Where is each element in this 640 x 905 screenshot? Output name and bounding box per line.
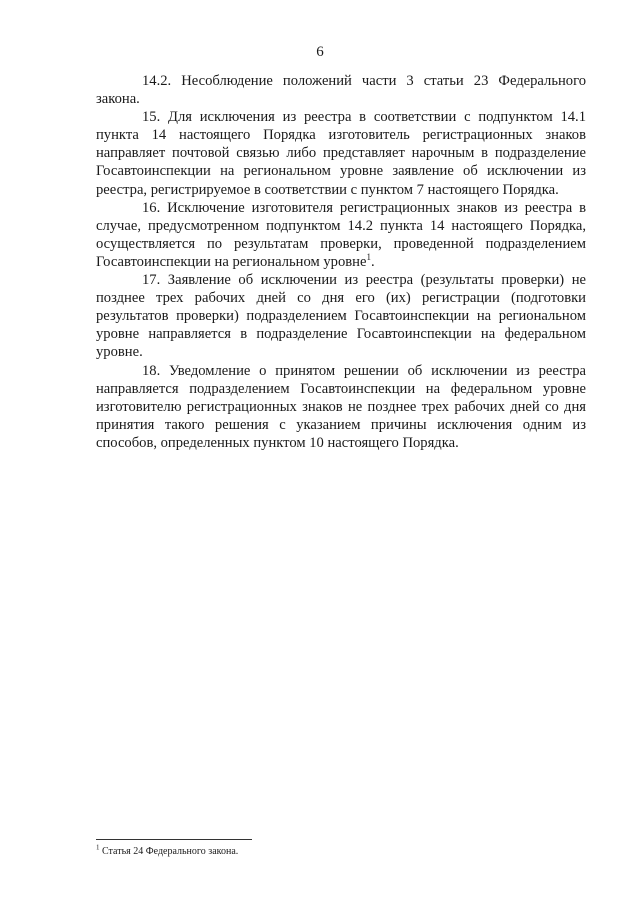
paragraph-18: 18. Уведомление о принятом решении об исключении из реестра направляется подразделением Госавтоинспекции на федеральном уровне изготовителю регистрационных знаков не позднее трех рабочих дней со дня принятия такого решения с указанием причины исключения одним из способов, определенных пунктом 10 настоящего Порядка. (96, 362, 586, 451)
footnote-text: Статья 24 Федерального закона. (99, 846, 239, 857)
paragraph-14-2: 14.2. Несоблюдение положений части 3 статьи 23 Федерального закона. (96, 73, 586, 108)
footnote (96, 843, 586, 858)
footnote-reference: 1 (366, 252, 371, 263)
paragraph-15: 15. Для исключения из реестра в соответствии с подпунктом 14.1 пункта 14 настоящего Порядка изготовитель регистрационных знаков направляет почтовой связью либо представляет нарочным в подразделение Госавтоинспекции на региональном уровне заявление об исключении из реестра, регистрируемое в соответствии с пунктом 7 настоящего Порядка. (96, 109, 586, 198)
paragraph-16-end: . (370, 253, 375, 270)
paragraph-16-text: 16. Исключение изготовителя регистрационных знаков из реестра в случае, предусмотренном подпунктом 14.2 пункта 14 настоящего Порядка, осуществляется по результатам проверки, проведенной подразделением Госавтоинспекции на региональном уровне (96, 199, 586, 270)
paragraph-16 (96, 199, 586, 271)
footnote-separator (96, 839, 252, 840)
footnote-marker: 1 (96, 843, 100, 852)
document-body (96, 72, 586, 452)
page-number: 6 (316, 44, 324, 60)
paragraph-17: 17. Заявление об исключении из реестра (результаты проверки) не позднее трех рабочих дней со дня его (их) регистрации (подготовки результатов проверки) подразделением Госавтоинспекции на региональном уровне направляется в подразделение Госавтоинспекции на федеральном уровне. (96, 272, 586, 361)
